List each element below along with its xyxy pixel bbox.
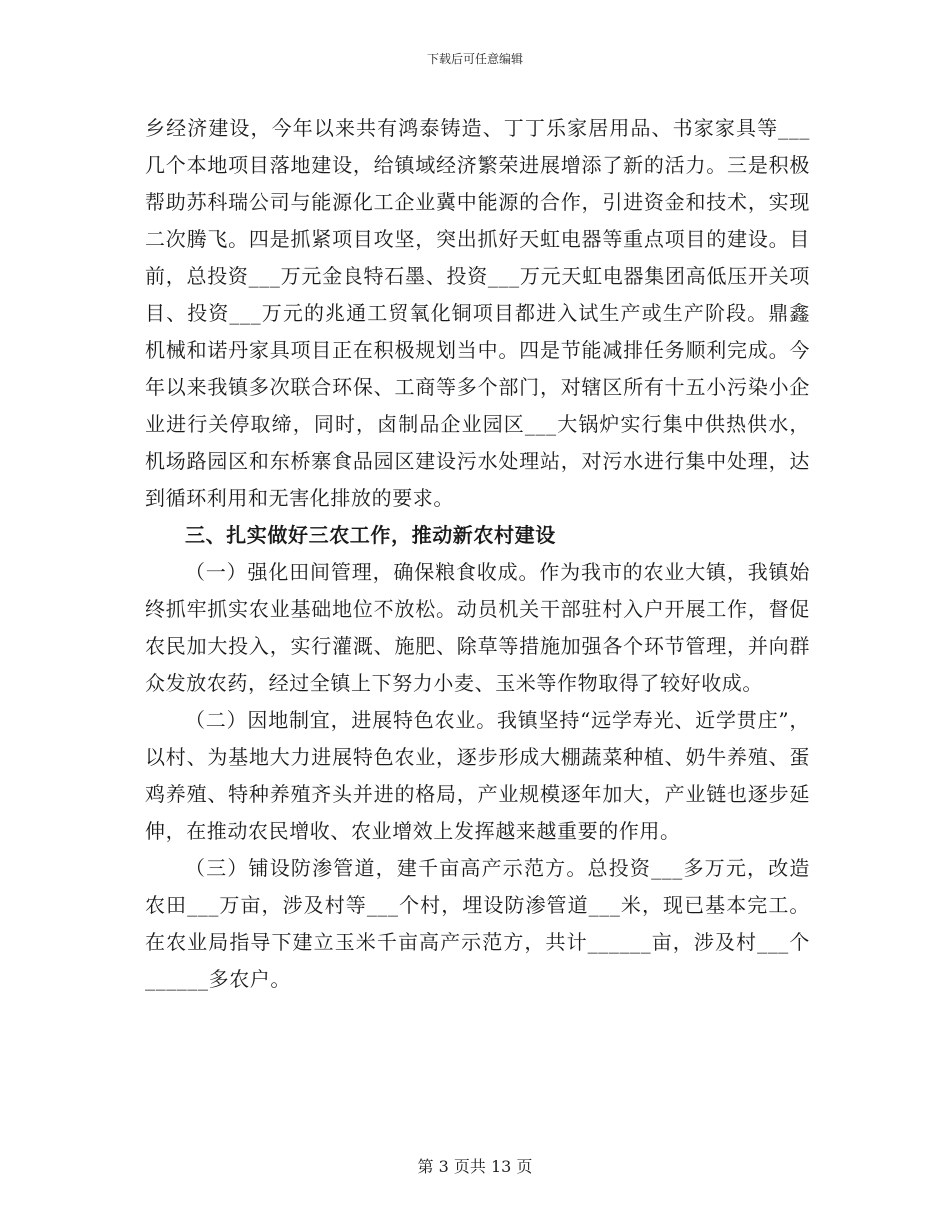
page-footer-number: 第 3 页共 13 页 — [417, 1157, 533, 1176]
paragraph-seepage-pipes: （三）铺设防渗管道，建千亩高产示范方。总投资___多万元，改造农田___万亩，涉及村等___个村，埋设防渗管道___米，现已基本完工。在农业局指导下建立玉米千亩高产示范方，共计______亩，涉及村___个______多农户。 — [145, 856, 810, 991]
section-heading-three: 三、扎实做好三农工作，推动新农村建设 — [185, 523, 556, 547]
paragraph-specialty-agriculture: （二）因地制宜，进展特色农业。我镇坚持“远学寿光、近学贯庄”，以村、为基地大力进展特色农业，逐步形成大棚蔬菜种植、奶牛养殖、蛋鸡养殖、特种养殖齐头并进的格局，产业规模逐年加大，产业链也逐步延伸，在推动农民增收、农业增效上发挥越来越重要的作用。 — [145, 708, 810, 843]
paragraph-economic-construction: 乡经济建设，今年以来共有鸿泰铸造、丁丁乐家居用品、书家家具等___几个本地项目落地建设，给镇域经济繁荣进展增添了新的活力。三是积极帮助苏科瑞公司与能源化工企业冀中能源的合作，引进资金和技术，实现二次腾飞。四是抓紧项目攻坚，突出抓好天虹电器等重点项目的建设。目前，总投资___万元金良特石墨、投资___万元天虹电器集团高低压开关项目、投资___万元的兆通工贸氧化铜项目都进入试生产或生产阶段。鼎鑫机械和诺丹家具项目正在积极规划当中。四是节能减排任务顺利完成。今年以来我镇多次联合环保、工商等多个部门，对辖区所有十五小污染小企业进行关停取缔，同时，卤制品企业园区___大锅炉实行集中供热供水，机场路园区和东桥寨食品园区建设污水处理站，对污水进行集中处理，达到循环利用和无害化排放的要求。 — [145, 116, 810, 510]
page-header-note: 下载后可任意编辑 — [426, 52, 523, 66]
paragraph-field-management: （一）强化田间管理，确保粮食收成。作为我市的农业大镇，我镇始终抓牢抓实农业基础地位不放松。动员机关干部驻村入户开展工作，督促农民加大投入，实行灌溉、施肥、除草等措施加强各个环节管理，并向群众发放农药，经过全镇上下努力小麦、玉米等作物取得了较好收成。 — [145, 560, 810, 695]
document-body — [145, 110, 810, 998]
